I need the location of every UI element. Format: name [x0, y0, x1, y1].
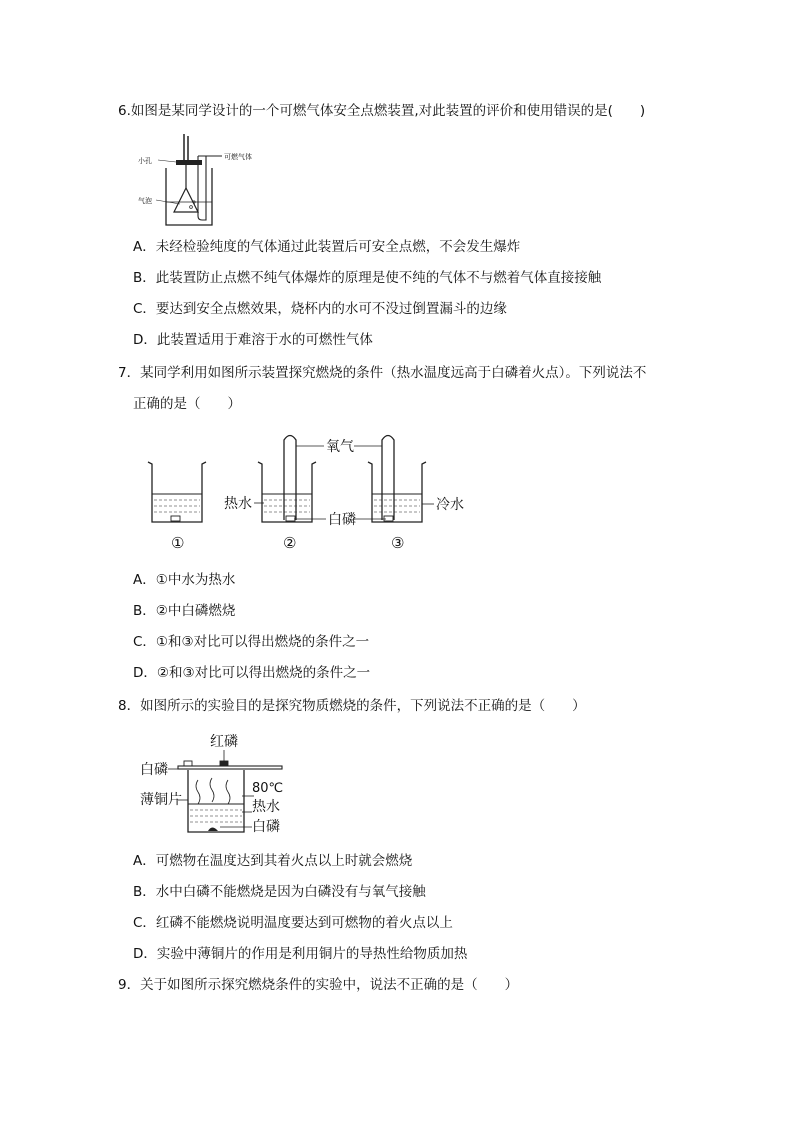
- question-7-stem-line-1: 7．某同学利用如图所示装置探究燃烧的条件（热水温度远高于白磷着火点）。下列说法不: [118, 365, 647, 381]
- q8-option-a: A．可燃物在温度达到其着火点以上时就会燃烧: [133, 853, 413, 869]
- label-white-phosphorus-top: 白磷: [140, 762, 168, 778]
- beaker-3: [368, 436, 426, 523]
- beaker-label-3: ③: [391, 534, 405, 552]
- question-7-stem-line-2: 正确的是（ ）: [133, 396, 241, 412]
- q8-copper-sheet-figure: [138, 728, 298, 842]
- beaker-label-1: ①: [171, 534, 185, 552]
- label-red-phosphorus: 红磷: [210, 734, 238, 750]
- beaker-2: [258, 436, 316, 523]
- label-copper-sheet: 薄铜片: [140, 792, 182, 808]
- label-flammable-gas: 可燃气体: [224, 153, 252, 161]
- q6-safety-ignition-apparatus-figure: [136, 130, 252, 232]
- q7-option-a: A．①中水为热水: [133, 572, 236, 588]
- q6-option-d: D．此装置适用于难溶于水的可燃性气体: [133, 332, 373, 348]
- question-9-stem: 9．关于如图所示探究燃烧条件的实验中，说法不正确的是（ ）: [118, 977, 519, 993]
- q8-option-c: C．红磷不能燃烧说明温度要达到可燃物的着火点以上: [133, 915, 453, 931]
- label-white-phosphorus: 白磷: [328, 512, 356, 528]
- q7-three-beakers-figure: [140, 428, 480, 554]
- label-oxygen: 氧气: [326, 439, 354, 455]
- q7-option-b: B．②中白磷燃烧: [133, 603, 236, 619]
- label-hole: 小孔: [138, 157, 152, 165]
- label-white-phosphorus-bottom: 白磷: [252, 819, 280, 835]
- question-6-stem: 6.如图是某同学设计的一个可燃气体安全点燃装置,对此装置的评价和使用错误的是( ): [118, 103, 646, 119]
- q6-option-b: B．此装置防止点燃不纯气体爆炸的原理是使不纯的气体不与燃着气体直接接触: [133, 270, 602, 286]
- label-hot-water-q8: 热水: [252, 799, 280, 815]
- beaker-1: [148, 462, 206, 522]
- label-hot-water: 热水: [224, 496, 252, 512]
- q6-option-c: C．要达到安全点燃效果，烧杯内的水可不没过倒置漏斗的边缘: [133, 301, 507, 317]
- q7-option-c: C．①和③对比可以得出燃烧的条件之一: [133, 634, 370, 650]
- label-80c: 80℃: [252, 781, 284, 796]
- q7-option-d: D．②和③对比可以得出燃烧的条件之一: [133, 665, 371, 681]
- label-cold-water: 冷水: [436, 497, 464, 513]
- q8-option-d: D．实验中薄铜片的作用是利用铜片的导热性给物质加热: [133, 946, 468, 962]
- question-8-stem: 8．如图所示的实验目的是探究物质燃烧的条件，下列说法不正确的是（ ）: [118, 698, 586, 714]
- beaker-label-2: ②: [283, 534, 297, 552]
- q8-option-b: B．水中白磷不能燃烧是因为白磷没有与氧气接触: [133, 884, 426, 900]
- q6-option-a: A．未经检验纯度的气体通过此装置后可安全点燃，不会发生爆炸: [133, 239, 521, 255]
- label-bubble: 气泡: [138, 197, 152, 205]
